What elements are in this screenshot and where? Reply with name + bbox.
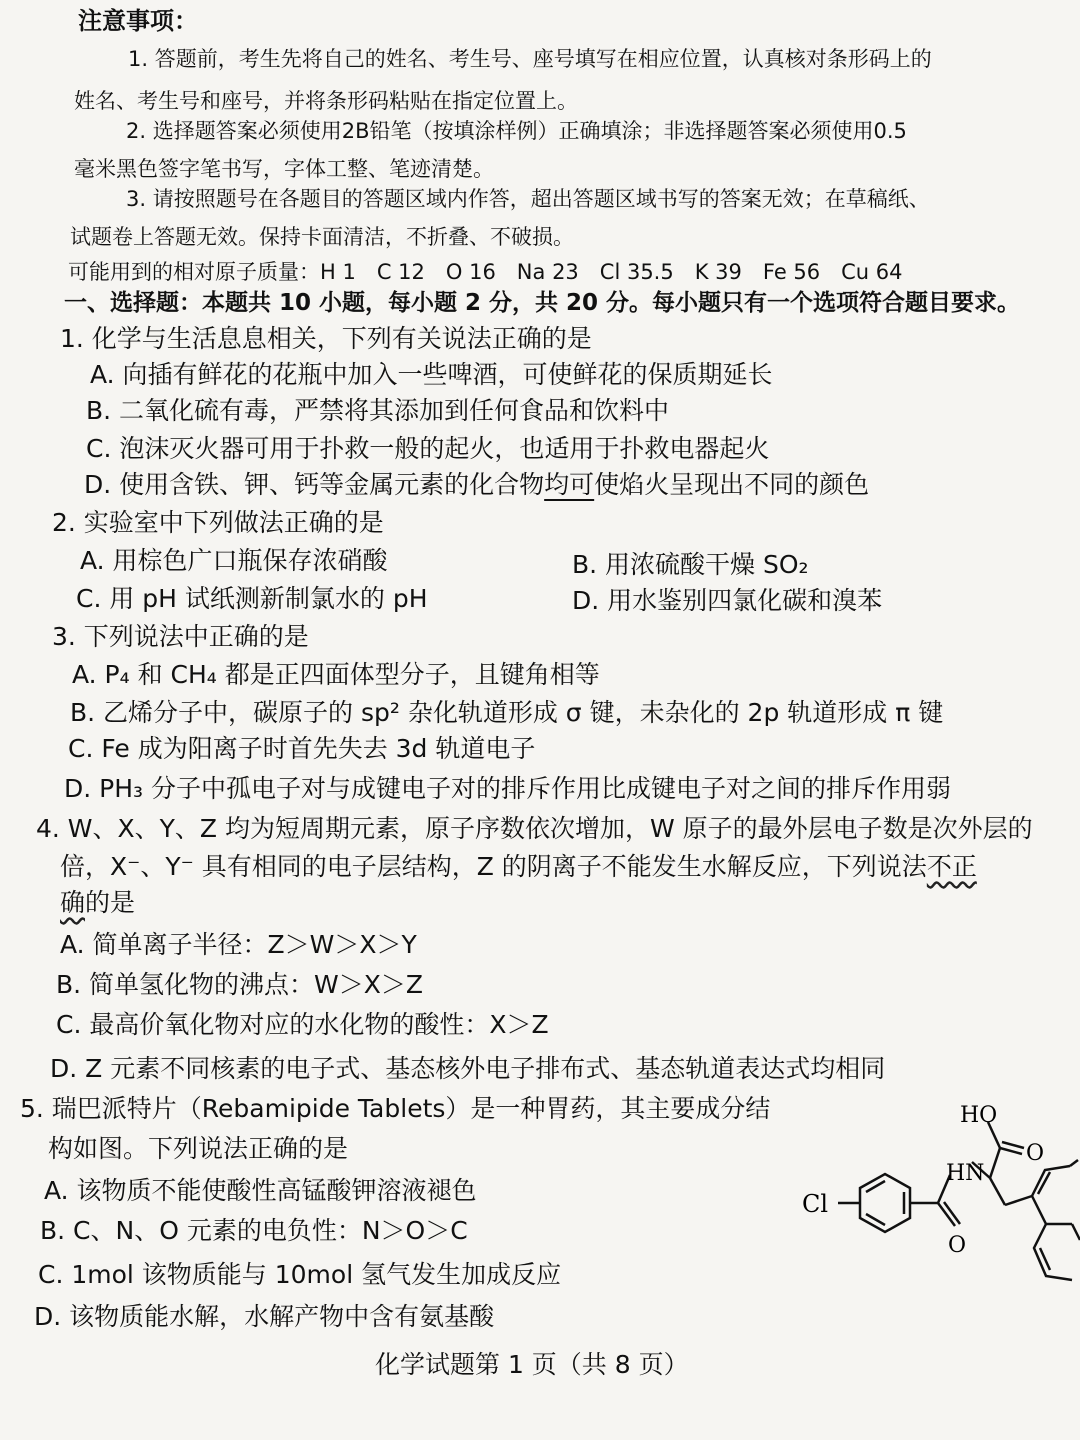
page-footer: 化学试题第 1 页（共 8 页） [375,1350,689,1379]
notice-line-1: 1. 答题前，考生先将自己的姓名、考生号、座号填写在相应位置，认真核对条形码上的 [128,47,932,71]
q4-stem: 4. W、X、Y、Z 均为短周期元素，原子序数依次增加，W 原子的最外层电子数是次外层的 [36,814,1033,843]
carboxyl-oxygen-label: O [1026,1141,1045,1166]
q4-stem-line-2 [60,850,977,884]
amide-oxygen-label: O [948,1233,967,1258]
notice-title: 注意事项： [78,7,198,35]
q3-stem: 3. 下列说法中正确的是 [52,622,309,651]
section-header: 一、选择题：本题共 10 小题，每小题 2 分，共 20 分。每小题只有一个选项符合题目要求。 [64,290,1021,316]
q1-option-c: C. 泡沫灭火器可用于扑救一般的起火，也适用于扑救电器起火 [86,434,770,463]
amide-nh-label: HN [946,1161,985,1186]
hydroxyl-label: HO [960,1103,998,1128]
q1-option-d-post: 使焰火呈现出不同的颜色 [594,470,870,499]
q1-option-d [84,468,869,502]
q4-stem-line-2-text: 倍，X⁻、Y⁻ 具有相同的电子层结构，Z 的阴离子不能发生水解反应，下列说法 [60,852,927,881]
q5-stem: 5. 瑞巴派特片（Rebamipide Tablets）是一种胃药，其主要成分结 [20,1094,771,1123]
q2-option-b: B. 用浓硫酸干燥 SO₂ [572,550,809,579]
q3-option-a: A. P₄ 和 CH₄ 都是正四面体型分子，且键角相等 [72,660,600,689]
q4-option-b: B. 简单氢化物的沸点：W＞X＞Z [56,970,424,999]
q4-stem-line-3-text: 的是 [85,888,136,917]
q4-option-c: C. 最高价氧化物对应的水化物的酸性：X＞Z [56,1010,549,1039]
q1-option-d-pre: D. 使用含铁、钾、钙等金属元素的化合物 [84,470,545,499]
q1-option-d-mark: 均可 [544,470,595,499]
q3-option-c: C. Fe 成为阳离子时首先失去 3d 轨道电子 [68,734,536,763]
chlorine-label: Cl [802,1190,829,1218]
notice-line-1b: 姓名、考生号和座号，并将条形码粘贴在指定位置上。 [74,89,578,113]
q2-option-d: D. 用水鉴别四氯化碳和溴苯 [572,586,883,615]
q1-option-b: B. 二氧化硫有毒，严禁将其添加到任何食品和饮料中 [86,396,670,425]
notice-line-3b: 试题卷上答题无效。保持卡面清洁，不折叠、不破损。 [70,225,574,249]
q3-option-b: B. 乙烯分子中，碳原子的 sp² 杂化轨道形成 σ 键，未杂化的 2p 轨道形成 π 键 [70,698,944,727]
q4-option-d: D. Z 元素不同核素的电子式、基态核外电子排布式、基态轨道表达式均相同 [50,1054,886,1083]
q5-option-c: C. 1mol 该物质能与 10mol 氢气发生加成反应 [38,1260,562,1289]
q5-option-a: A. 该物质不能使酸性高锰酸钾溶液褪色 [44,1176,477,1205]
benzene-ring [860,1174,910,1232]
q3-option-d: D. PH₃ 分子中孤电子对与成键电子对的排斥作用比成键电子对之间的排斥作用弱 [64,774,951,803]
q4-emphasis-wavy: 不正 [926,852,977,881]
q4-stem-line-3 [60,886,135,920]
q1-stem: 1. 化学与生活息息相关，下列有关说法正确的是 [60,324,592,353]
q4-option-a: A. 简单离子半径：Z＞W＞X＞Y [60,930,417,959]
q1-option-a: A. 向插有鲜花的花瓶中加入一些啤酒，可使鲜花的保质期延长 [90,360,773,389]
notice-line-2b: 毫米黑色签字笔书写，字体工整、笔迹清楚。 [74,157,494,181]
q5-stem-line-2: 构如图。下列说法正确的是 [48,1134,349,1163]
notice-line-2: 2. 选择题答案必须使用2B铅笔（按填涂样例）正确填涂；非选择题答案必须使用0.5 [126,119,907,143]
q5-option-b: B. C、N、O 元素的电负性：N＞O＞C [40,1216,468,1245]
q2-stem: 2. 实验室中下列做法正确的是 [52,508,384,537]
q4-emphasis-tail: 确 [60,888,86,917]
atomic-mass-line: 可能用到的相对原子质量：H 1 C 12 O 16 Na 23 Cl 35.5 K 39 Fe 56 Cu 64 [68,260,903,284]
q5-option-d: D. 该物质能水解，水解产物中含有氨基酸 [34,1302,495,1331]
q2-option-c: C. 用 pH 试纸测新制氯水的 pH [76,584,428,613]
rebamipide-structure-diagram [800,1100,1080,1390]
q2-option-a: A. 用棕色广口瓶保存浓硝酸 [80,546,388,575]
notice-line-3: 3. 请按照题号在各题目的答题区域内作答，超出答题区域书写的答案无效；在草稿纸、 [126,187,930,211]
